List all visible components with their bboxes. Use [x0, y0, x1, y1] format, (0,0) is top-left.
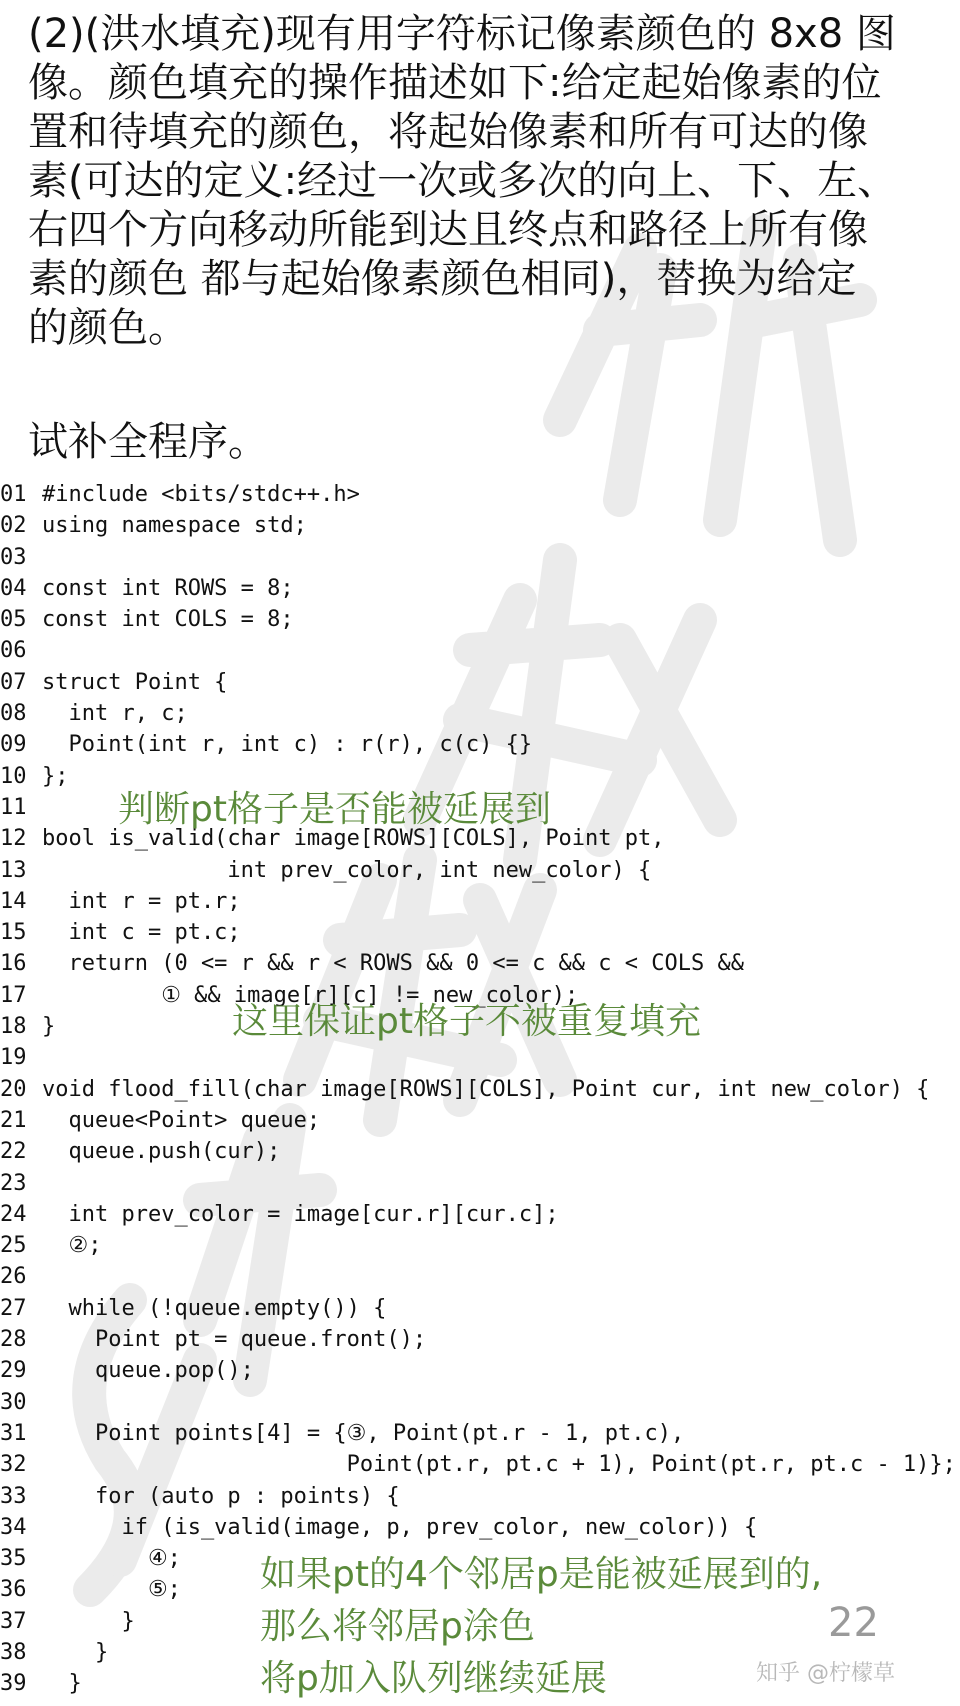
- page-number: 22: [828, 1600, 879, 1646]
- code-text: }: [42, 1639, 109, 1665]
- line-number: 35: [0, 1546, 27, 1572]
- code-text: for (auto p : points) {: [42, 1483, 400, 1509]
- code-line: [0, 1387, 960, 1418]
- annotation-neighbor-2: 那么将邻居p涂色: [260, 1606, 535, 1647]
- question-line: 像。颜色填充的操作描述如下:给定起始像素的位: [28, 60, 882, 106]
- code-line: [0, 1199, 960, 1230]
- code-text: int r = pt.r;: [42, 888, 241, 914]
- code-line: [0, 604, 960, 635]
- code-text: const int ROWS = 8;: [42, 575, 294, 601]
- line-number: 33: [0, 1483, 27, 1509]
- line-number: 21: [0, 1107, 27, 1133]
- code-line: [0, 1418, 960, 1449]
- code-text: using namespace std;: [42, 513, 307, 539]
- line-number: 08: [0, 701, 27, 727]
- code-line: [0, 1293, 960, 1324]
- code-text: queue<Point> queue;: [42, 1107, 321, 1133]
- line-number: 31: [0, 1420, 27, 1446]
- code-text: };: [42, 763, 69, 789]
- question-line: 素的颜色 都与起始像素颜色相同)，替换为给定: [28, 256, 857, 302]
- code-line: [0, 635, 960, 666]
- code-text: while (!queue.empty()) {: [42, 1295, 387, 1321]
- code-line: [0, 479, 960, 510]
- code-text: bool is_valid(char image[ROWS][COLS], Point pt,: [42, 826, 665, 852]
- code-text: ②;: [42, 1233, 102, 1259]
- annotation-neighbor-3: 将p加入队列继续延展: [260, 1658, 607, 1699]
- code-text: Point points[4] = {③, Point(pt.r - 1, pt.c),: [42, 1420, 685, 1446]
- line-number: 13: [0, 857, 27, 883]
- line-number: 15: [0, 920, 27, 946]
- line-number: 22: [0, 1139, 27, 1165]
- line-number: 18: [0, 1014, 27, 1040]
- code-text: int r, c;: [42, 701, 188, 727]
- code-text: #include <bits/stdc++.h>: [42, 482, 360, 507]
- code-line: [0, 1261, 960, 1292]
- code-line: [0, 1449, 960, 1480]
- code-text: void flood_fill(char image[ROWS][COLS], Point cur, int new_color) {: [42, 1076, 930, 1102]
- line-number: 16: [0, 951, 27, 977]
- code-text: ⑤;: [42, 1577, 181, 1603]
- line-number: 20: [0, 1076, 27, 1102]
- code-line: [0, 542, 960, 573]
- code-line: [0, 1230, 960, 1261]
- code-line: [0, 1512, 960, 1543]
- code-text: Point(pt.r, pt.c + 1), Point(pt.r, pt.c - 1)};: [42, 1452, 956, 1478]
- line-number: 32: [0, 1452, 27, 1478]
- code-text: }: [42, 1671, 82, 1697]
- code-text: int prev_color = image[cur.r][cur.c];: [42, 1201, 559, 1227]
- line-number: 01: [0, 482, 27, 507]
- line-number: 19: [0, 1045, 27, 1071]
- line-number: 07: [0, 669, 27, 695]
- line-number: 25: [0, 1233, 27, 1259]
- code-text: Point pt = queue.front();: [42, 1327, 427, 1353]
- code-text: queue.push(cur);: [42, 1139, 281, 1165]
- question-line: (2)(洪水填充)现有用字符标记像素颜色的 8x8 图: [28, 11, 896, 57]
- code-line: [0, 729, 960, 760]
- line-number: 26: [0, 1264, 27, 1290]
- question-line: 置和待填充的颜色，将起始像素和所有可达的像: [28, 109, 868, 155]
- line-number: 04: [0, 575, 27, 601]
- question-line: 的颜色。: [28, 305, 188, 351]
- task-prompt: 试补全程序。: [28, 419, 268, 465]
- line-number: 06: [0, 638, 27, 664]
- line-number: 02: [0, 513, 27, 539]
- code-text: struct Point {: [42, 669, 228, 695]
- code-line: [0, 948, 960, 979]
- question-text: [28, 10, 938, 353]
- code-text: ① && image[r][c] != new_color);: [42, 982, 579, 1008]
- line-number: 03: [0, 544, 27, 570]
- line-number: 14: [0, 888, 27, 914]
- code-text: }: [42, 1014, 56, 1040]
- question-line: 右四个方向移动所能到达且终点和路径上所有像: [28, 207, 868, 253]
- code-text: return (0 <= r && r < ROWS && 0 <= c && c < COLS &&: [42, 951, 744, 977]
- line-number: 05: [0, 607, 27, 633]
- line-number: 28: [0, 1327, 27, 1353]
- annotation-is-valid: 判断pt格子是否能被延展到: [118, 789, 551, 830]
- line-number: 37: [0, 1608, 27, 1634]
- code-text: int c = pt.c;: [42, 920, 241, 946]
- code-text: ④;: [42, 1546, 181, 1572]
- code-text: int prev_color, int new_color) {: [42, 857, 652, 883]
- code-text: const int COLS = 8;: [42, 607, 294, 633]
- code-text: }: [42, 1608, 135, 1634]
- line-number: 38: [0, 1639, 27, 1665]
- code-text: Point(int r, int c) : r(r), c(c) {}: [42, 732, 533, 758]
- code-line: [0, 1042, 960, 1073]
- code-line: [0, 1481, 960, 1512]
- annotation-neighbor-1: 如果pt的4个邻居p是能被延展到的,: [260, 1554, 823, 1595]
- code-line: [0, 1105, 960, 1136]
- line-number: 23: [0, 1170, 27, 1196]
- question-line: 素(可达的定义:经过一次或多次的向上、下、左、: [28, 158, 898, 204]
- code-line: [0, 667, 960, 698]
- code-line: [0, 1168, 960, 1199]
- annotation-no-refill: 这里保证pt格子不被重复填充: [232, 1001, 701, 1042]
- code-text: queue.pop();: [42, 1358, 254, 1384]
- line-number: 24: [0, 1201, 27, 1227]
- code-line: [0, 1136, 960, 1167]
- line-number: 30: [0, 1389, 27, 1415]
- code-text: if (is_valid(image, p, prev_color, new_color)) {: [42, 1514, 758, 1540]
- line-number: 39: [0, 1671, 27, 1697]
- code-line: [0, 1355, 960, 1386]
- line-number: 17: [0, 982, 27, 1008]
- line-number: 27: [0, 1295, 27, 1321]
- line-number: 12: [0, 826, 27, 852]
- code-line: [0, 886, 960, 917]
- line-number: 11: [0, 794, 27, 820]
- line-number: 10: [0, 763, 27, 789]
- source-credit: 知乎 @柠檬草: [756, 1661, 895, 1686]
- code-listing: [0, 479, 960, 1700]
- code-line: [0, 573, 960, 604]
- line-number: 09: [0, 732, 27, 758]
- code-line: [0, 1324, 960, 1355]
- code-line: [0, 510, 960, 541]
- code-line: [0, 917, 960, 948]
- line-number: 34: [0, 1514, 27, 1540]
- line-number: 29: [0, 1358, 27, 1384]
- code-line: [0, 698, 960, 729]
- code-line: [0, 855, 960, 886]
- code-line: [0, 1074, 960, 1105]
- line-number: 36: [0, 1577, 27, 1603]
